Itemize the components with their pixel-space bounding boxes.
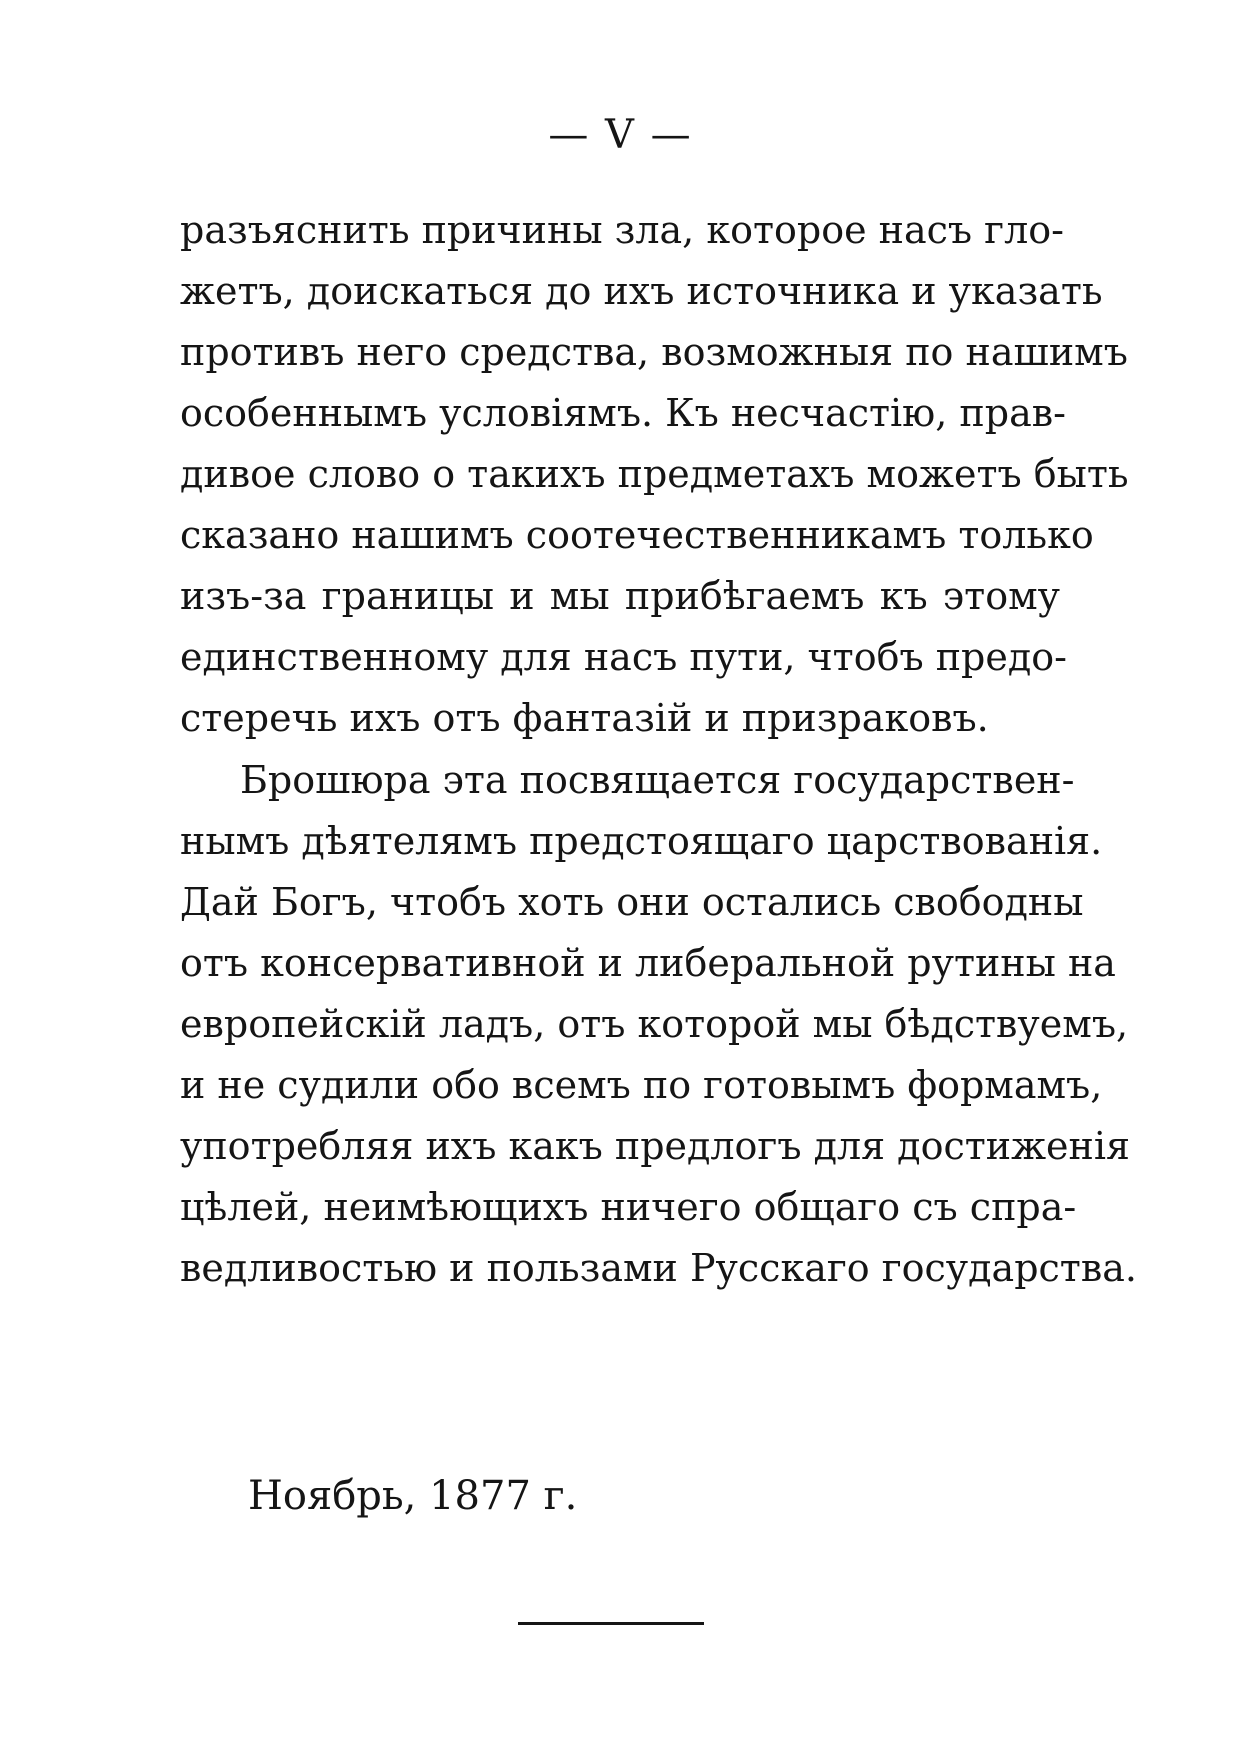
text-line: цѣлей, неимѣющихъ ничего общаго съ спра- bbox=[180, 1185, 1077, 1229]
text-line: единственному для насъ пути, чтобъ предо- bbox=[180, 635, 1067, 679]
text-line: Брошюра эта посвящается государствен- bbox=[240, 758, 1075, 802]
text-line: употребляя ихъ какъ предлогъ для достиженія bbox=[180, 1124, 1130, 1168]
text-line: нымъ дѣятелямъ предстоящаго царствованія. bbox=[180, 819, 1103, 863]
text-line: особеннымъ условіямъ. Къ несчастію, прав- bbox=[180, 391, 1066, 435]
closing-rule bbox=[518, 1622, 704, 1625]
text-line: Дай Богъ, чтобъ хоть они остались свободны bbox=[180, 880, 1084, 924]
text-line: разъяснить причины зла, которое насъ гло- bbox=[180, 208, 1064, 252]
text-line: дивое слово о такихъ предметахъ можетъ быть bbox=[180, 452, 1129, 496]
text-line: европейскій ладъ, отъ которой мы бѣдствуемъ, bbox=[180, 1002, 1129, 1046]
date-signature: Ноябрь, 1877 г. bbox=[248, 1473, 578, 1519]
text-line: и не судили обо всемъ по готовымъ формамъ, bbox=[180, 1063, 1103, 1107]
text-line: стеречь ихъ отъ фантазій и призраковъ. bbox=[180, 696, 989, 740]
page-number: — V — bbox=[548, 112, 693, 158]
text-line: сказано нашимъ соотечественникамъ только bbox=[180, 513, 1094, 557]
text-line: изъ-за границы и мы прибѣгаемъ къ этому bbox=[180, 574, 1060, 618]
text-line: отъ консервативной и либеральной рутины на bbox=[180, 941, 1116, 985]
text-line: противъ него средства, возможныя по нашимъ bbox=[180, 330, 1128, 374]
text-line: жетъ, доискаться до ихъ источника и указать bbox=[180, 269, 1103, 313]
text-line: ведливостью и пользами Русскаго государства. bbox=[180, 1246, 1137, 1290]
